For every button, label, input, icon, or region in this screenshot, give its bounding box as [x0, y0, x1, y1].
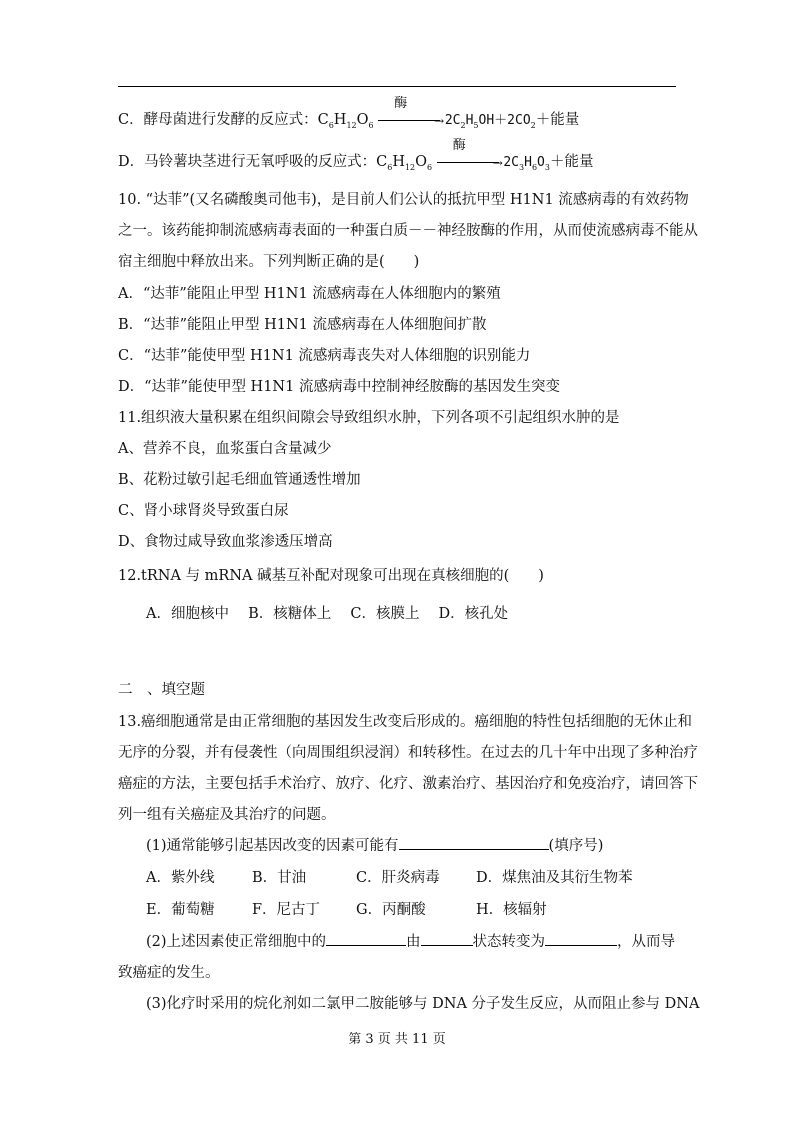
header-rule — [118, 86, 676, 87]
option-c-fermentation: C．酵母菌进行发酵的反应式：$C_6H_{12}O_6$ 酶 → $2C_2H_5OH+2CO_2+$能量 — [118, 96, 580, 130]
q10-line3: 宿主细胞中释放出来。下列判断正确的是( ) — [118, 254, 420, 270]
q13-line3: 癌症的方法，主要包括手术治疗、放疗、化疗、激素治疗、基因治疗和免疫治疗，请回答下 — [118, 776, 698, 792]
answer-blank[interactable] — [399, 835, 549, 850]
q10-option-d: D．“达菲”能使甲型 H1N1 流感病毒中控制神经胺酶的基因发生突变 — [118, 379, 560, 395]
q10-line2: 之一。该药能抑制流感病毒表面的一种蛋白质－－神经胺酶的作用，从而使流感病毒不能从 — [118, 223, 698, 239]
q10-option-c: C．“达菲”能使甲型 H1N1 流感病毒丧失对人体细胞的识别能力 — [118, 348, 531, 364]
option-d-potato: D．马铃薯块茎进行无氧呼吸的反应式：$C_6H_{12}O_6$ 酶 → $2C_3H_6O_3+$能量 — [118, 138, 594, 172]
q11-option-d: D、食物过咸导致血浆渗透压增高 — [118, 534, 333, 550]
q12-stem: 12.tRNA 与 mRNA 碱基互补配对现象可出现在真核细胞的( ) — [118, 568, 544, 584]
q13-line1: 13.癌细胞通常是由正常细胞的基因发生改变后形成的。癌细胞的特性包括细胞的无休止和 — [118, 714, 693, 730]
enzyme-arrow: 酶 → — [437, 154, 499, 170]
q11-stem: 11.组织液大量积累在组织间隙会导致组织水肿，下列各项不引起组织水肿的是 — [118, 410, 620, 426]
answer-blank[interactable] — [421, 931, 473, 946]
section-heading: 二 、填空题 — [118, 682, 205, 698]
q13-line4: 列一组有关癌症及其治疗的问题。 — [118, 807, 336, 823]
answer-blank[interactable] — [545, 931, 617, 946]
page-footer: 第 3 页 共 11 页 — [348, 1032, 446, 1047]
enzyme-arrow: 酶 → — [378, 112, 440, 128]
q12-options: A．细胞核中 B．核糖体上 C．核膜上 D．核孔处 — [146, 606, 509, 622]
q10-option-a: A．“达菲”能阻止甲型 H1N1 流感病毒在人体细胞内的繁殖 — [118, 286, 501, 302]
q11-option-a: A、营养不良，血浆蛋白含量减少 — [118, 441, 332, 457]
q11-option-b: B、花粉过敏引起毛细血管通透性增加 — [118, 472, 361, 488]
q13-sub2: (2)上述因素使正常细胞中的 由 状态转变为 ，从而导 — [146, 930, 675, 951]
q13-line2: 无序的分裂，并有侵袭性（向周围组织浸润）和转移性。在过去的几十年中出现了多种治疗 — [118, 745, 698, 761]
q13-sub3: (3)化疗时采用的烷化剂如二氯甲二胺能够与 DNA 分子发生反应，从而阻止参与 DNA — [146, 996, 700, 1012]
q11-option-c: C、肾小球肾炎导致蛋白尿 — [118, 503, 289, 519]
q10-option-b: B．“达菲”能阻止甲型 H1N1 流感病毒在人体细胞间扩散 — [118, 317, 487, 333]
q10-line1: 10. “达菲”(又名磷酸奥司他韦)，是目前人们公认的抵抗甲型 H1N1 流感病毒的有效药物 — [118, 192, 689, 208]
answer-blank[interactable] — [326, 931, 406, 946]
q13-sub2-line2: 致癌症的发生。 — [118, 965, 220, 981]
q13-sub1: (1)通常能够引起基因改变的因素可能有 (填序号) — [146, 834, 603, 855]
